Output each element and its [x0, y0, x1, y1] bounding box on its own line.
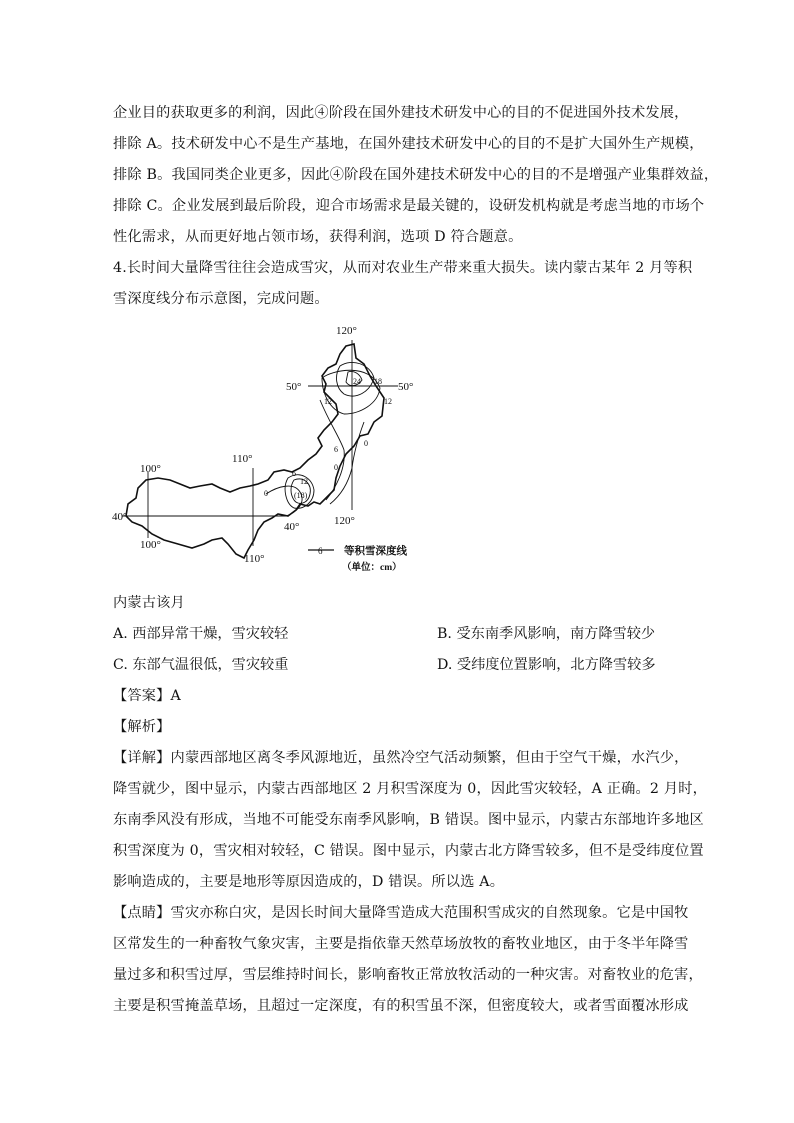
question-line-1: 4.长时间大量降雪往往会造成雪灾，从而对农业生产带来重大损失。读内蒙古某年 2 月等积: [113, 260, 693, 276]
iso-label-12-c: 12: [300, 477, 308, 486]
option-a: A. 西部异常干燥，雪灾较轻: [113, 626, 289, 642]
lon-110-top: 110°: [232, 453, 253, 465]
lon-120-bottom: 120°: [334, 515, 355, 527]
lat-40-right: 40°: [284, 521, 300, 533]
intro-line-5: 性化需求，从而更好地占领市场，获得利润，选项 D 符合题意。: [113, 229, 523, 245]
iso-label-12-a: 12: [324, 397, 332, 406]
lon-100-bottom: 100°: [140, 539, 161, 551]
note-line-1: 【点睛】雪灾亦称白灾，是因长时间大量降雪造成大范围积雪成灾的自然现象。它是中国牧: [113, 905, 689, 921]
iso-label-24: 24: [353, 377, 361, 386]
detail-line-4: 积雪深度为 0，雪灾相对较轻，C 错误。图中显示，内蒙古北方降雪较多，但不是受纬度位置: [113, 843, 704, 859]
detail-line-3: 东南季风没有形成，当地不可能受东南季风影响，B 错误。图中显示，内蒙古东部地许多地区: [113, 812, 704, 828]
iso-label-6-a: 6: [334, 445, 338, 454]
option-d: D. 受纬度位置影响，北方降雪较多: [437, 657, 656, 673]
lon-100-top: 100°: [140, 463, 161, 475]
iso-label-0-a: 0: [364, 439, 368, 448]
legend-title: 等积雪深度线: [344, 546, 407, 557]
iso-label-0-b: 0: [334, 463, 338, 472]
iso-label-12-b: 12: [384, 397, 392, 406]
iso-label-18-b: (18): [294, 491, 308, 500]
iso-label-18: 18: [374, 377, 382, 386]
lat-50-right: 50°: [398, 381, 414, 393]
option-c: C. 东部气温很低，雪灾较重: [113, 657, 289, 673]
option-b: B. 受东南季风影响，南方降雪较少: [437, 626, 656, 642]
snow-depth-map: [108, 318, 438, 580]
intro-line-4: 排除 C。企业发展到最后阶段，迎合市场需求是最关键的，设研发机构就是考虑当地的市场个: [113, 198, 705, 214]
note-line-2: 区常发生的一种畜牧气象灾害，主要是指依靠天然草场放牧的畜牧业地区，由于冬半年降雪: [113, 936, 689, 952]
answer-label: 【答案】A: [113, 688, 181, 704]
lon-110-bottom: 110°: [244, 553, 265, 565]
isoline-6-north: [320, 400, 344, 500]
detail-line-2: 降雪就少，图中显示，内蒙古西部地区 2 月积雪深度为 0，因此雪灾较轻，A 正确。2 月时，: [113, 781, 708, 797]
detail-line-5: 影响造成的，主要是地形等原因造成的，D 错误。所以选 A。: [113, 874, 505, 890]
intro-line-1: 企业目的获取更多的利润，因此④阶段在国外建技术研发中心的目的不促进国外技术发展，: [113, 105, 689, 121]
legend-number: 6: [318, 546, 323, 556]
lat-40-left: 40°: [112, 511, 128, 523]
detail-line-1: 【详解】内蒙西部地区离冬季风源地近，虽然冷空气活动频繁，但由于空气干燥，水汽少，: [113, 750, 689, 766]
note-line-3: 量过多和积雪过厚，雪层维持时间长，影响畜牧正常放牧活动的一种灾害。对畜牧业的危害，: [113, 967, 703, 983]
iso-label-6-b: 6: [292, 469, 296, 478]
note-line-4: 主要是积雪掩盖草场，且超过一定深度，有的积雪虽不深，但密度较大，或者雪面覆冰形成: [113, 998, 689, 1014]
intro-line-3: 排除 B。我国同类企业更多，因此④阶段在国外建技术研发中心的目的不是增强产业集群效益，: [113, 167, 719, 183]
question-stem: 内蒙古该月: [113, 595, 185, 611]
iso-label-0-c: 0: [264, 489, 268, 498]
analysis-label: 【解析】: [113, 719, 171, 735]
intro-line-2: 排除 A。技术研发中心不是生产基地，在国外建技术研发中心的目的不是扩大国外生产规模，: [113, 136, 704, 152]
legend-unit: （单位：cm）: [342, 563, 402, 573]
question-line-2: 雪深度线分布示意图，完成问题。: [113, 291, 329, 307]
lat-50-left: 50°: [286, 381, 302, 393]
lon-120-top: 120°: [336, 325, 357, 337]
